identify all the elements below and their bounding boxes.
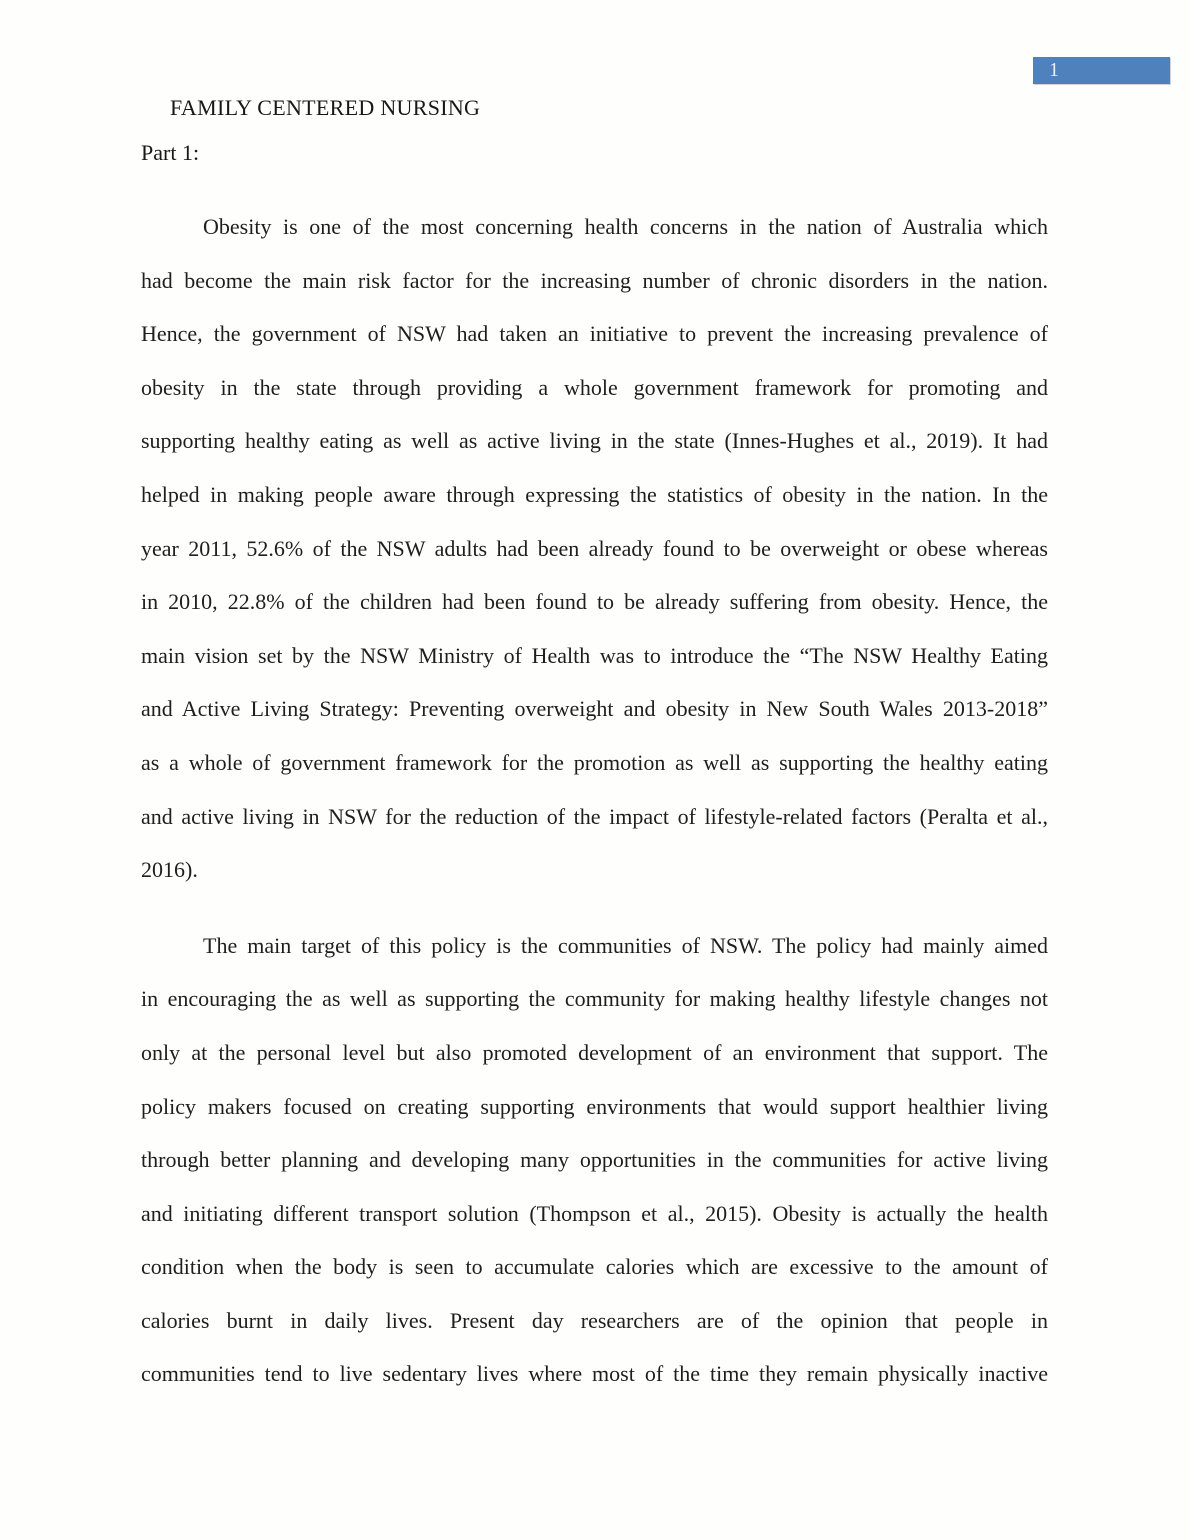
text-line: only at the personal level but also promoted development of an environment that support. The: [141, 1039, 1048, 1065]
text-line: communities tend to live sedentary lives where most of the time they remain physically inactive: [141, 1361, 1048, 1387]
text-line: obesity in the state through providing a whole government framework for promoting and: [141, 374, 1048, 400]
text-line: condition when the body is seen to accumulate calories which are excessive to the amount of: [141, 1254, 1048, 1280]
section-label: Part 1:: [141, 140, 200, 165]
text-line: as a whole of government framework for the promotion as well as supporting the healthy eating: [141, 749, 1048, 775]
document-body: [141, 200, 1048, 1423]
text-line: and initiating different transport solution (Thompson et al., 2015). Obesity is actually the health: [141, 1200, 1048, 1226]
text-line: Hence, the government of NSW had taken an initiative to prevent the increasing prevalence of: [141, 321, 1048, 347]
text-line: The main target of this policy is the communities of NSW. The policy had mainly aimed: [203, 932, 1048, 958]
paragraph: [141, 200, 1048, 897]
text-line: and Active Living Strategy: Preventing overweight and obesity in New South Wales 2013-2018”: [141, 696, 1048, 722]
paragraph: [141, 919, 1048, 1401]
page-number-badge: [1033, 57, 1170, 84]
text-line: 2016).: [141, 857, 198, 883]
text-line: supporting healthy eating as well as active living in the state (Innes-Hughes et al., 2019). It had: [141, 428, 1048, 454]
text-line: and active living in NSW for the reduction of the impact of lifestyle-related factors (Peralta et al.,: [141, 803, 1048, 829]
text-line: year 2011, 52.6% of the NSW adults had been already found to be overweight or obese whereas: [141, 535, 1048, 561]
text-line: policy makers focused on creating supporting environments that would support healthier living: [141, 1093, 1048, 1119]
text-line: main vision set by the NSW Ministry of Health was to introduce the “The NSW Healthy Eating: [141, 642, 1048, 668]
text-line: calories burnt in daily lives. Present day researchers are of the opinion that people in: [141, 1307, 1048, 1333]
running-head: FAMILY CENTERED NURSING: [170, 95, 481, 120]
page-number: 1: [1049, 59, 1059, 81]
text-line: in encouraging the as well as supporting the community for making healthy lifestyle changes not: [141, 986, 1048, 1012]
text-line: helped in making people aware through expressing the statistics of obesity in the nation. In the: [141, 481, 1048, 507]
text-line: Obesity is one of the most concerning health concerns in the nation of Australia which: [203, 214, 1048, 239]
text-line: through better planning and developing many opportunities in the communities for active living: [141, 1147, 1048, 1173]
text-line: in 2010, 22.8% of the children had been found to be already suffering from obesity. Hence, the: [141, 589, 1048, 615]
text-line: had become the main risk factor for the increasing number of chronic disorders in the nation.: [141, 267, 1048, 293]
